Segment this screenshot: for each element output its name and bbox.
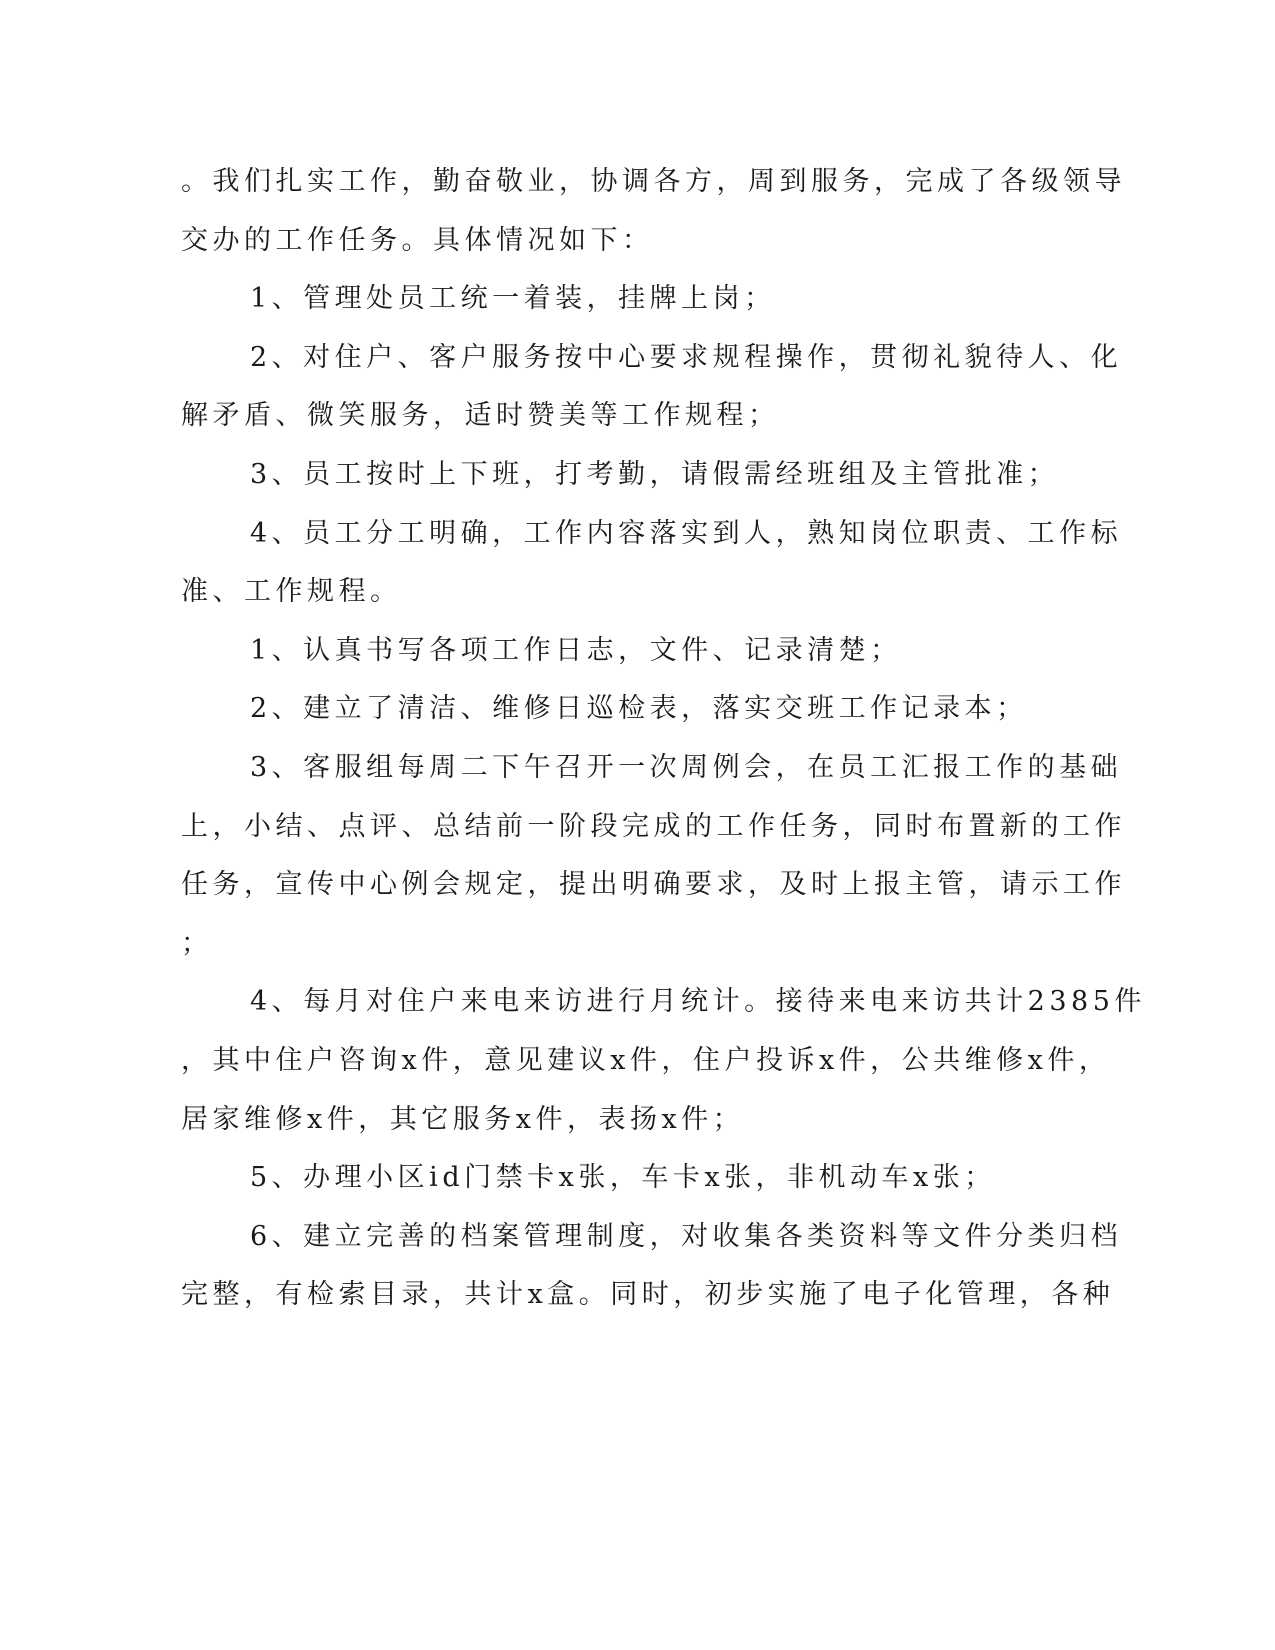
list-item-3: 3、员工按时上下班，打考勤，请假需经班组及主管批准； [250, 459, 1060, 490]
body-line-1: 。我们扎实工作，勤奋敬业，协调各方，周到服务，完成了各级领导 [181, 166, 1126, 197]
list-item-b6: 6、建立完善的档案管理制度，对收集各类资料等文件分类归档 [250, 1221, 1123, 1252]
list-item-b2: 2、建立了清洁、维修日巡检表，落实交班工作记录本； [250, 693, 1028, 724]
list-item-b3-cont1: 上，小结、点评、总结前一阶段完成的工作任务，同时布置新的工作 [181, 811, 1126, 842]
list-item-2: 2、对住户、客户服务按中心要求规程操作，贯彻礼貌待人、化 [250, 342, 1123, 373]
list-item-b4-cont1: ，其中住户咨询x件，意见建议x件，住户投诉x件，公共维修x件， [181, 1045, 1111, 1076]
list-item-b6-cont: 完整，有检索目录，共计x盒。同时，初步实施了电子化管理，各种 [181, 1279, 1115, 1310]
list-item-4: 4、员工分工明确，工作内容落实到人，熟知岗位职责、工作标 [250, 518, 1123, 549]
list-item-b3-cont3: ； [181, 928, 213, 959]
list-item-b3: 3、客服组每周二下午召开一次周例会，在员工汇报工作的基础 [250, 752, 1123, 783]
list-item-4-cont: 准、工作规程。 [181, 576, 402, 607]
list-item-2-cont: 解矛盾、微笑服务，适时赞美等工作规程； [181, 400, 780, 431]
list-item-1: 1、管理处员工统一着装，挂牌上岗； [250, 283, 776, 314]
list-item-b5: 5、办理小区id门禁卡x张，车卡x张，非机动车x张； [250, 1162, 996, 1193]
list-item-b3-cont2: 任务，宣传中心例会规定，提出明确要求，及时上报主管，请示工作 [181, 869, 1126, 900]
body-line-2: 交办的工作任务。具体情况如下： [181, 225, 654, 256]
list-item-b1: 1、认真书写各项工作日志，文件、记录清楚； [250, 635, 902, 666]
list-item-b4-cont2: 居家维修x件，其它服务x件，表扬x件； [181, 1104, 745, 1135]
list-item-b4: 4、每月对住户来电来访进行月统计。接待来电来访共计2385件 [250, 986, 1146, 1017]
